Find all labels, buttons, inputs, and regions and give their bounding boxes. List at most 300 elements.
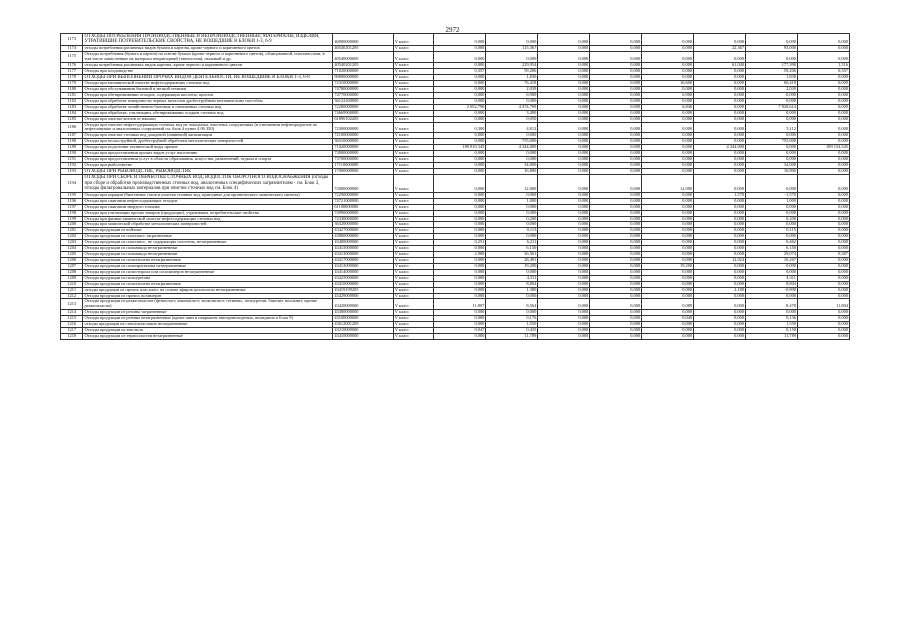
hazard-class: V класс [393, 252, 434, 258]
value-cell: 0,000 [746, 310, 798, 316]
value-cell: 0,000 [746, 293, 798, 299]
value-cell: 4,812 [486, 122, 538, 133]
value-cell: 229,954 [486, 62, 538, 68]
value-cell: 11,789 [746, 333, 798, 339]
row-number: 1200 [61, 222, 83, 228]
value-cell: 0,000 [538, 234, 590, 240]
hazard-class: V класс [393, 145, 434, 151]
waste-name: Отходы при физико-химической очистке нефтесодержащих сточных вод [83, 216, 333, 222]
value-cell: 3,490 [486, 110, 538, 116]
value-cell: 0,000 [434, 151, 486, 157]
value-cell: 0,000 [434, 110, 486, 116]
hazard-class: V класс [393, 104, 434, 110]
waste-name: Отходы при обработке, утилизации, обезвреживании осадков сточных вод [83, 110, 333, 116]
value-cell: 0,000 [797, 34, 849, 46]
value-cell: 0,000 [642, 333, 694, 339]
value-cell: 0,000 [694, 139, 746, 145]
value-cell: 0,000 [642, 275, 694, 281]
value-cell: 0,000 [538, 62, 590, 68]
hazard-class: V класс [393, 192, 434, 198]
row-number: 1176 [61, 62, 83, 68]
value-cell: 0,000 [797, 162, 849, 168]
hazard-class: V класс [393, 275, 434, 281]
value-cell: 0,000 [797, 81, 849, 87]
value-cell: 0,000 [486, 204, 538, 210]
value-cell: 0,000 [746, 269, 798, 275]
waste-name: отходы потребления различных видов картона, кроме черного и коричневого цветов [83, 62, 333, 68]
value-cell: 0,000 [797, 216, 849, 222]
value-cell: 0,000 [434, 210, 486, 216]
waste-name: Отходы при обработке поверхности черных металлов дробеструйным механическим способом [83, 98, 333, 104]
row-number: 1205 [61, 252, 83, 258]
row-number: 1173 [61, 34, 83, 46]
value-cell: 0,000 [538, 168, 590, 174]
value-cell: 0,000 [590, 328, 642, 334]
value-cell: 0,000 [590, 81, 642, 87]
value-cell: 93,000 [746, 45, 798, 51]
value-cell: 0,000 [434, 34, 486, 46]
value-cell: 0,000 [538, 122, 590, 133]
value-cell: 0,000 [797, 204, 849, 210]
value-cell: 0,000 [797, 45, 849, 51]
waste-name: Отходы продукции из пластмасс загрязненные [83, 234, 333, 240]
value-cell: 0,000 [434, 216, 486, 222]
value-cell: 0,000 [590, 98, 642, 104]
value-cell: 8,804 [746, 281, 798, 287]
hazard-class: V класс [393, 51, 434, 62]
value-cell: 0,000 [486, 157, 538, 163]
value-cell: 0,000 [694, 98, 746, 104]
value-cell: 0,000 [538, 257, 590, 263]
waste-name: Отходы при предоставлении услуг в области образования, искусства, развлечений, отдыха и спорта [83, 157, 333, 163]
value-cell: 0,000 [434, 322, 486, 328]
value-cell: 0,000 [642, 222, 694, 228]
value-cell: 0,000 [642, 234, 694, 240]
value-cell: 0,000 [642, 74, 694, 80]
hazard-class: V класс [393, 228, 434, 234]
waste-name: ОТХОДЫ ПРИ РЫБОВОДСТВЕ, РЫБОВОДСТВЕ [83, 168, 333, 174]
row-number: 1178 [61, 74, 83, 80]
value-cell: 0,000 [538, 246, 590, 252]
value-cell: 0,000 [434, 263, 486, 269]
row-number: 1206 [61, 257, 83, 263]
value-cell: 0,000 [486, 51, 538, 62]
value-cell: 12,000 [642, 175, 694, 192]
value-cell: 0,000 [486, 133, 538, 139]
value-cell: 0,000 [538, 51, 590, 62]
value-cell: 7 020,614 [746, 104, 798, 110]
waste-name: Отходы продукции из реактопластов (фенопласт, аминопласт, эпоксипласт, гетинакс, полиуретан, бакелит, волокнит, прочие реактопласты) [83, 299, 333, 310]
value-cell: 0,000 [694, 104, 746, 110]
row-number: 1216 [61, 322, 83, 328]
value-cell: 0,000 [538, 139, 590, 145]
value-cell: 16,267 [746, 257, 798, 263]
row-number: 1214 [61, 310, 83, 316]
fkko-code: 36510000000 [333, 139, 393, 145]
value-cell: 0,000 [538, 110, 590, 116]
value-cell: 0,000 [746, 145, 798, 151]
value-cell: 0,000 [694, 175, 746, 192]
row-number: 1204 [61, 246, 83, 252]
value-cell: 0,000 [434, 157, 486, 163]
row-number: 1208 [61, 269, 83, 275]
value-cell: 0,000 [746, 133, 798, 139]
value-cell: 0,357 [434, 68, 486, 74]
value-cell: 0,000 [642, 210, 694, 216]
waste-name: Отходы при обезвреживании отходов, содержащих кислоты, щелочи [83, 92, 333, 98]
waste-name: Отходы продукции из полиуретана [83, 275, 333, 281]
waste-name: отходы продукции из прочих пластмасс на основе эфиров целлюлозы незагрязненные [83, 287, 333, 293]
value-cell: 0,115 [486, 228, 538, 234]
waste-name: Отходы при очистке нефтесодержащих сточных вод на локальных очистных сооружениях (в отношении нефтепродуктов по нефтеловушке и аналогичных сооружений см. блок 4 пункт 4 06 350) [83, 122, 333, 133]
row-number: 1192 [61, 162, 83, 168]
row-number: 1218 [61, 333, 83, 339]
value-cell: 0,000 [434, 222, 486, 228]
table-row [61, 175, 850, 192]
value-cell: 0,000 [590, 216, 642, 222]
value-cell: 2,039 [746, 86, 798, 92]
value-cell: 0,000 [590, 139, 642, 145]
fkko-code: 43410000000 [333, 281, 393, 287]
hazard-class: V класс [393, 257, 434, 263]
value-cell: 1,550 [486, 322, 538, 328]
value-cell: 0,000 [590, 333, 642, 339]
fkko-code: 71020000000 [333, 145, 393, 151]
value-cell: -0,800 [746, 287, 798, 293]
value-cell: 0,000 [590, 110, 642, 116]
value-cell: 0,000 [434, 310, 486, 316]
value-cell: 0,000 [797, 287, 849, 293]
value-cell: 0,000 [797, 281, 849, 287]
value-cell: 0,000 [642, 133, 694, 139]
value-cell: 0,000 [746, 151, 798, 157]
value-cell: 0,000 [797, 228, 849, 234]
value-cell: 0,000 [642, 34, 694, 46]
value-cell: 8,804 [486, 281, 538, 287]
waste-name: Отходы при аэрации (биогенных газов и очистка сточных вод, пригодные для органического химического синтеза) [83, 192, 333, 198]
value-cell: 16,800 [486, 168, 538, 174]
value-cell: 0,000 [590, 234, 642, 240]
value-cell: 0,000 [694, 34, 746, 46]
value-cell: 0,000 [538, 45, 590, 51]
row-number: 1182 [61, 98, 83, 104]
hazard-class: V класс [393, 322, 434, 328]
value-cell: 0,000 [694, 269, 746, 275]
row-number: 1199 [61, 216, 83, 222]
waste-name: Отходы продукции из полиэтилена незагрязненные [83, 281, 333, 287]
value-cell: 0,000 [434, 139, 486, 145]
value-cell: 0,000 [797, 74, 849, 80]
value-cell: 0,251 [434, 240, 486, 246]
value-cell: 0,089 [642, 299, 694, 310]
value-cell: 0,000 [746, 263, 798, 269]
value-cell: 0,000 [434, 74, 486, 80]
value-cell: 0,000 [694, 68, 746, 74]
value-cell: 0,000 [797, 51, 849, 62]
value-cell: 0,000 [642, 252, 694, 258]
waste-name: Отходы продукции из резины незагрязненные (кроме шин и покрышек автотранспортных, вошедших в Блок 9) [83, 316, 333, 322]
value-cell: 0,000 [538, 81, 590, 87]
row-number: 1196 [61, 198, 83, 204]
table-row [61, 34, 850, 46]
value-cell: 4,311 [486, 275, 538, 281]
value-cell: 0,000 [642, 198, 694, 204]
value-cell: 0,000 [434, 281, 486, 287]
value-cell: 0,000 [538, 86, 590, 92]
value-cell: 0,115 [746, 228, 798, 234]
value-cell: 0,000 [486, 310, 538, 316]
value-cell: 0,000 [746, 234, 798, 240]
value-cell: 0,000 [694, 81, 746, 87]
value-cell: 0,000 [538, 162, 590, 168]
waste-name: Отходы продукции из полиамида незагрязненные [83, 246, 333, 252]
value-cell: 0,000 [642, 281, 694, 287]
value-cell: 2,039 [486, 86, 538, 92]
fkko-code: 90000000000 [333, 74, 393, 80]
row-number: 1202 [61, 234, 83, 240]
value-cell: 0,000 [642, 145, 694, 151]
value-cell: 0,000 [746, 110, 798, 116]
waste-name: ОТХОДЫ ПРИ ВЫПОЛНЕНИИ ПРОЧИХ ВИДОВ ДЕЯТЕЛЬНОСТИ, НЕ ВОШЕДШИЕ В БЛОКИ 1-3, 6-8 [83, 74, 333, 80]
value-cell: 0,000 [590, 92, 642, 98]
hazard-class: V класс [393, 110, 434, 116]
value-cell: 0,000 [434, 116, 486, 122]
value-cell: 76,418 [486, 81, 538, 87]
value-cell: 0,000 [434, 198, 486, 204]
value-cell: 0,000 [434, 86, 486, 92]
value-cell: 0,000 [590, 104, 642, 110]
value-cell: 0,000 [797, 322, 849, 328]
value-cell: 2 652,790 [434, 104, 486, 110]
value-cell: 16,600 [642, 81, 694, 87]
hazard-class: V класс [393, 92, 434, 98]
waste-name: Отходы продукции из резины загрязненные [83, 310, 333, 316]
page-number: 2972 [445, 26, 460, 34]
fkko-code: 71020000000 [333, 68, 393, 74]
value-cell: 1,516 [797, 62, 849, 68]
value-cell: 0,000 [434, 316, 486, 322]
value-cell: 0,000 [694, 151, 746, 157]
value-cell: 0,000 [642, 62, 694, 68]
value-cell: 0,000 [694, 74, 746, 80]
hazard-class: V класс [393, 234, 434, 240]
hazard-class: V класс [393, 246, 434, 252]
row-number: 1180 [61, 86, 83, 92]
value-cell: 189 810,345 [434, 145, 486, 151]
waste-name: Отходы продукции из войлока [83, 228, 333, 234]
value-cell: 0,000 [434, 81, 486, 87]
value-cell: 755,000 [486, 139, 538, 145]
value-cell: 6,900 [486, 92, 538, 98]
hazard-class: V класс [393, 299, 434, 310]
value-cell: 4 344,000 [694, 145, 746, 151]
value-cell: 0,000 [538, 263, 590, 269]
value-cell: 0,000 [746, 210, 798, 216]
value-cell: 8,564 [486, 299, 538, 310]
hazard-class: V класс [393, 240, 434, 246]
value-cell: 2,180 [694, 287, 746, 293]
value-cell: 0,000 [797, 151, 849, 157]
value-cell: 0,000 [694, 157, 746, 163]
value-cell: 5,112 [746, 122, 798, 133]
value-cell: 0,000 [694, 162, 746, 168]
value-cell: 0,000 [590, 62, 642, 68]
value-cell: 0,000 [642, 86, 694, 92]
fkko-code: 74669900000 [333, 110, 393, 116]
value-cell: 0,000 [590, 74, 642, 80]
waste-name: Отходы продукции из полистирола или сополимеров незагрязненные [83, 269, 333, 275]
row-number: 1213 [61, 299, 83, 310]
row-number: 1186 [61, 122, 83, 133]
fkko-code: 43300000000 [333, 310, 393, 316]
value-cell: 0,000 [538, 92, 590, 98]
fkko-code: 43412000000 [333, 263, 393, 269]
row-number: 1193 [61, 168, 83, 174]
value-cell: 0,000 [694, 310, 746, 316]
value-cell: 0,000 [797, 257, 849, 263]
value-cell: 0,000 [797, 316, 849, 322]
value-cell: 0,000 [590, 281, 642, 287]
value-cell: 0,000 [538, 328, 590, 334]
fkko-code: 43414000000 [333, 269, 393, 275]
value-cell: 0,000 [797, 168, 849, 174]
value-cell: 0,000 [434, 192, 486, 198]
value-cell: 0,000 [797, 116, 849, 122]
value-cell: 0,000 [797, 269, 849, 275]
waste-name: Отходы при подготовке технической воды прочие [83, 145, 333, 151]
fkko-code: 43800000000 [333, 234, 393, 240]
waste-name: Отходы продукции из термопластов незагрязненные [83, 333, 333, 339]
fkko-code: 43425000000 [333, 275, 393, 281]
value-cell: 0,000 [538, 333, 590, 339]
value-cell: 0,000 [746, 222, 798, 228]
value-cell: 6,846 [642, 104, 694, 110]
fkko-code: 74780000000 [333, 86, 393, 92]
value-cell: 11,804 [797, 299, 849, 310]
value-cell: 12,000 [486, 175, 538, 192]
value-cell: 0,000 [538, 287, 590, 293]
fkko-code: 43417000000 [333, 257, 393, 263]
row-number: 1209 [61, 275, 83, 281]
value-cell: 0,000 [538, 269, 590, 275]
row-number: 1181 [61, 92, 83, 98]
value-cell: 0,000 [694, 252, 746, 258]
hazard-class: V класс [393, 269, 434, 275]
value-cell: 0,000 [797, 234, 849, 240]
fkko-code: 72290000000 [333, 192, 393, 198]
row-number: 1211 [61, 287, 83, 293]
value-cell: 0,000 [642, 328, 694, 334]
fkko-code: 36122200000 [333, 98, 393, 104]
value-cell: 0,000 [642, 293, 694, 299]
value-cell: 0,000 [538, 210, 590, 216]
row-number: 1177 [61, 68, 83, 74]
waste-name: отходы продукции из стеклопластиков незагрязненные [83, 322, 333, 328]
value-cell: 0,000 [538, 322, 590, 328]
value-cell: 0,000 [642, 204, 694, 210]
value-cell: 34,000 [746, 162, 798, 168]
value-cell: 2,900 [434, 252, 486, 258]
hazard-class: V класс [393, 168, 434, 174]
value-cell: 0,000 [797, 198, 849, 204]
waste-name: Отходы при очистке сточных вод дождевой (ливневой) канализации [83, 133, 333, 139]
hazard-class: V класс [393, 287, 434, 293]
value-cell: 0,000 [538, 74, 590, 80]
fkko-code: 43400000000 [333, 240, 393, 246]
fkko-code: 61100000000 [333, 204, 393, 210]
hazard-class: V класс [393, 316, 434, 322]
row-number: 1217 [61, 328, 83, 334]
value-cell: 0,000 [590, 45, 642, 51]
value-cell: 61,040 [694, 62, 746, 68]
value-cell: 0,000 [538, 98, 590, 104]
value-cell: 0,000 [590, 145, 642, 151]
waste-name: Отходы при рыболовстве [83, 162, 333, 168]
value-cell: 0,000 [590, 204, 642, 210]
value-cell: 0,000 [538, 145, 590, 151]
value-cell: 0,000 [694, 240, 746, 246]
value-cell: 0,000 [590, 246, 642, 252]
value-cell: 0,000 [797, 263, 849, 269]
table-row [61, 122, 850, 133]
value-cell: 0,000 [590, 116, 642, 122]
value-cell: 0,000 [797, 122, 849, 133]
value-cell: 0,000 [590, 68, 642, 74]
value-cell: 0,000 [486, 151, 538, 157]
waste-table-body [61, 34, 850, 340]
value-cell: 0,000 [694, 210, 746, 216]
fkko-code: 74721000000 [333, 198, 393, 204]
value-cell: 0,000 [538, 293, 590, 299]
hazard-class: V класс [393, 204, 434, 210]
value-cell: 0,000 [642, 269, 694, 275]
waste-name: Отходы при плодоводстве [83, 68, 333, 74]
fkko-code: 74770000000 [333, 92, 393, 98]
row-number: 1203 [61, 240, 83, 246]
value-cell: 0,000 [797, 240, 849, 246]
value-cell: 0,000 [434, 98, 486, 104]
value-cell: 0,000 [538, 281, 590, 287]
waste-name: Отходы при предоставлении прочих видов услуг населению [83, 151, 333, 157]
row-number: 1188 [61, 139, 83, 145]
hazard-class: V класс [393, 222, 434, 228]
value-cell: 0,000 [642, 162, 694, 168]
value-cell: 0,000 [642, 122, 694, 133]
hazard-class: V класс [393, 216, 434, 222]
value-cell: 0,000 [694, 216, 746, 222]
hazard-class: V класс [393, 310, 434, 316]
table-row [61, 299, 850, 310]
value-cell: 0,150 [746, 328, 798, 334]
value-cell: 0,000 [434, 293, 486, 299]
value-cell: 0,000 [590, 192, 642, 198]
value-cell: 0,000 [642, 151, 694, 157]
value-cell: 0,000 [538, 157, 590, 163]
value-cell: 0,000 [486, 34, 538, 46]
value-cell: 0,000 [797, 293, 849, 299]
waste-name: Отходы продукции из прочих полимеров [83, 293, 333, 299]
value-cell: 1,550 [746, 322, 798, 328]
value-cell: 0,000 [797, 92, 849, 98]
value-cell: 0,000 [642, 45, 694, 51]
value-cell: 1,570 [694, 192, 746, 198]
value-cell: 0,000 [642, 168, 694, 174]
row-number: 1198 [61, 210, 83, 216]
value-cell: 0,000 [590, 122, 642, 133]
hazard-class: V класс [393, 122, 434, 133]
row-number: 1197 [61, 204, 83, 210]
value-cell: 0,000 [797, 310, 849, 316]
